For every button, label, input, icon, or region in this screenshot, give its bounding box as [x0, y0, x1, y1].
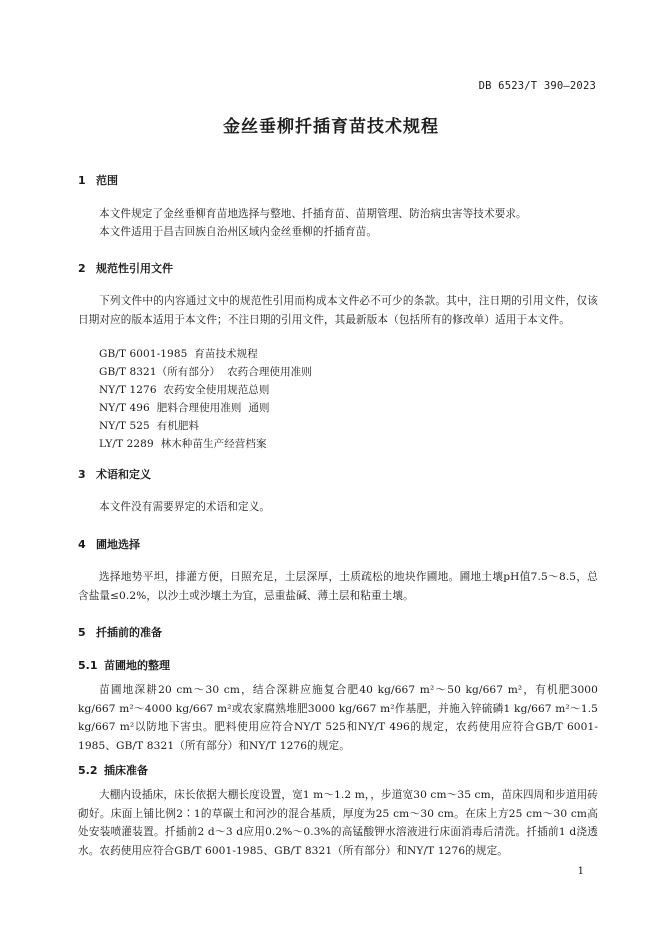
- section-5-1-heading: [78, 657, 170, 673]
- subsection-number: 5.2: [78, 764, 98, 777]
- section-number: 3: [78, 468, 86, 481]
- section-3-paragraph-1: 本文件没有需要界定的术语和定义。: [99, 501, 271, 513]
- section-number: 4: [78, 538, 86, 551]
- reference-item: GB/T 6001-1985 育苗技术规程: [99, 348, 258, 360]
- section-5-heading: [78, 624, 162, 640]
- section-3-heading: [78, 466, 151, 482]
- reference-item: NY/T 1276 农药安全使用规范总则: [99, 384, 270, 396]
- section-2-paragraph-1: 下列文件中的内容通过文中的规范性引用而构成本文件必不可少的条款。其中，注日期的引用文件，仅该日期对应的版本适用于本文件；不注日期的引用文件，其最新版本（包括所有的修改单）适用于本文件。: [78, 295, 598, 326]
- section-5-1-paragraph-1: 苗圃地深耕20 cm～30 cm，结合深耕应施复合肥40 kg/667 m²～50 kg/667 m²，有机肥3000 kg/667 m²～4000 kg/667 m²或农家腐熟堆肥3000 kg/667 m²作基肥，并施入锌硫磷1 kg/667 m²～1.5 kg/667 m²以防地下害虫。肥料使用应符合NY/T 525和NY/T 496的规定，农药使用应符合GB/T 6001-1985、GB/T 8321（所有部分）和NY/T 1276的规定。: [78, 684, 598, 752]
- subsection-title: 苗圃地的整理: [104, 659, 170, 672]
- section-number: 2: [78, 262, 86, 275]
- section-title: 术语和定义: [96, 468, 151, 481]
- subsection-number: 5.1: [78, 659, 98, 672]
- section-title: 圃地选择: [96, 538, 140, 551]
- section-2-heading: [78, 260, 173, 276]
- section-title: 扦插前的准备: [96, 626, 162, 639]
- reference-item: NY/T 496 肥料合理使用准则 通则: [99, 402, 270, 414]
- page-title: 金丝垂柳扦插育苗技术规程: [223, 117, 439, 137]
- section-5-2-paragraph-1: 大棚内设插床，床长依据大棚长度设置，宽1 m～1.2 m，，步道宽30 cm～35 cm，苗床四周和步道用砖砌好。床面上铺比例2∶1的草碳土和河沙的混合基质，厚度为25 cm～30 cm。在床上方25 cm～30 cm高处安装喷灌装置。扦插前2 d～3 d应用0.2%～0.3%的高锰酸钾水溶液进行床面消毒后清洗。扦插前1 d浇透水。农药使用应符合GB/T 6001-1985、GB/T 8321（所有部分）和NY/T 1276的规定。: [78, 789, 598, 857]
- document-number: DB 6523/T 390—2023: [478, 80, 596, 92]
- section-1-paragraph-1: 本文件规定了金丝垂柳育苗地选择与整地、扦插育苗、苗期管理、防治病虫害等技术要求。: [99, 208, 527, 220]
- section-4-paragraph-1: 选择地势平坦，排灌方便，日照充足，土层深厚，土质疏松的地块作圃地。圃地土壤pH值7.5～8.5，总含盐量≤0.2%，以沙土或沙壤土为宜，忌重盐碱、薄土层和粘重土壤。: [78, 571, 598, 602]
- section-5-2-heading: [78, 762, 148, 778]
- section-1-heading: [78, 172, 118, 188]
- section-title: 范围: [96, 174, 118, 187]
- reference-item: NY/T 525 有机肥料: [99, 420, 200, 432]
- reference-item: GB/T 8321（所有部分） 农药合理使用准则: [99, 366, 312, 378]
- page-number: 1: [577, 866, 584, 877]
- section-number: 1: [78, 174, 86, 187]
- section-title: 规范性引用文件: [96, 262, 173, 275]
- section-1-paragraph-2: 本文件适用于昌吉回族自治州区域内金丝垂柳的扦插育苗。: [99, 226, 378, 238]
- section-4-heading: [78, 536, 140, 552]
- subsection-title: 插床准备: [104, 764, 148, 777]
- reference-item: LY/T 2289 林木种苗生产经营档案: [99, 438, 267, 450]
- section-number: 5: [78, 626, 86, 639]
